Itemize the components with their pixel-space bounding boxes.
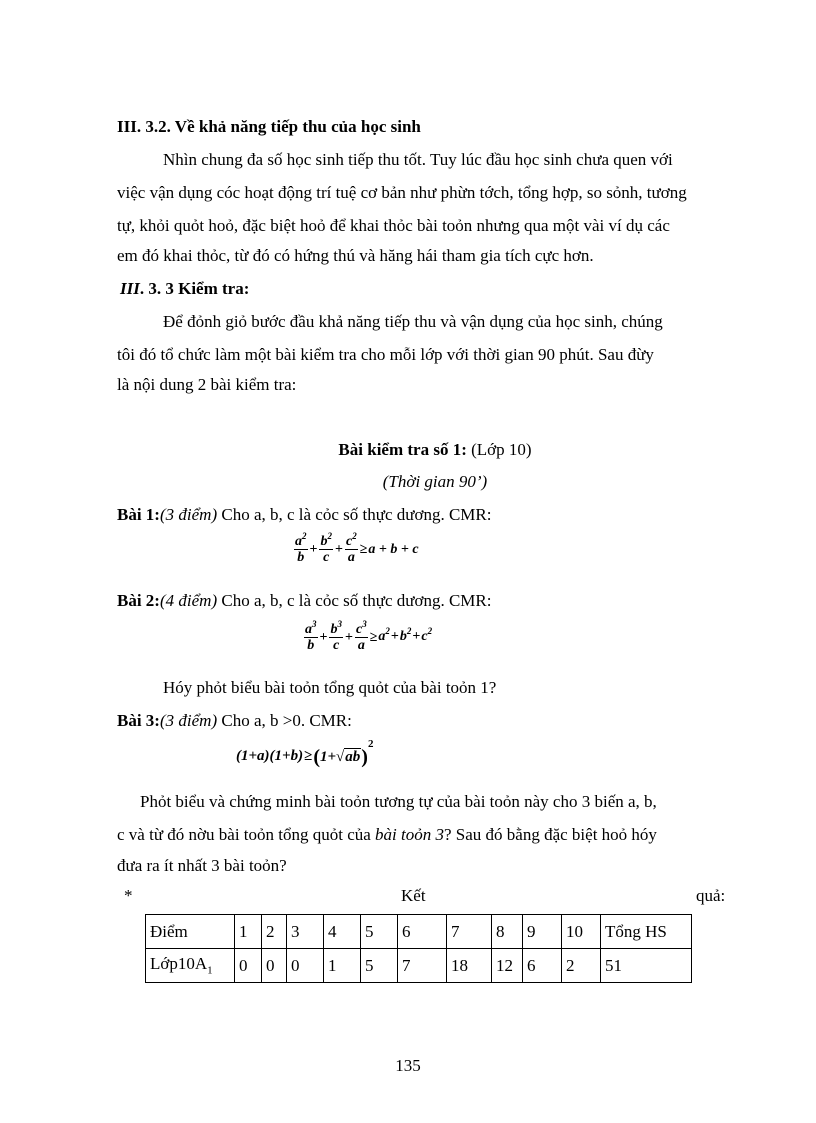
table-row — [146, 949, 692, 983]
table-header-cell: 7 — [447, 915, 492, 949]
table-cell: 0 — [287, 949, 324, 983]
results-bullet: * — [124, 886, 133, 905]
table-cell: 51 — [601, 949, 692, 983]
paragraph-line: tự, khỏi quỏt hoỏ, đặc biệt hoỏ để khai thỏc bài toỏn nhưng qua một vài ví dụ các — [117, 216, 670, 235]
paragraph-line: em đó khai thỏc, từ đó có hứng thú và hăng hái tham gia tích cực hơn. — [117, 246, 594, 265]
table-cell: 0 — [262, 949, 287, 983]
table-header-cell: 1 — [235, 915, 262, 949]
table-header-row — [146, 915, 692, 949]
results-label-right: quả: — [696, 886, 726, 905]
fraction: $\frac{c^2}{a}$ — [345, 531, 357, 565]
table-header-cell: 10 — [562, 915, 601, 949]
table-cell: 18 — [447, 949, 492, 983]
table-cell: 0 — [235, 949, 262, 983]
test-title — [0, 440, 816, 460]
test-title-bold: Bài kiểm tra số 1: — [338, 440, 467, 459]
section-3-2-heading: III. 3.2. Về khả năng tiếp thu của học sinh — [117, 117, 421, 136]
formula-rhs: a + b + c — [368, 541, 419, 557]
problem-text: Cho a, b, c là cỏc số thực dương. CMR: — [217, 505, 492, 524]
fraction: $\frac{a^2}{b}$ — [295, 531, 307, 565]
heading-prefix: III — [120, 279, 140, 298]
table-header-cell: 3 — [287, 915, 324, 949]
fraction: $\frac{c^3}{a}$ — [355, 619, 367, 653]
table-header-cell: 2 — [262, 915, 287, 949]
formula-2: $\frac{a^3}{b}$ + $\frac{b^3}{c}$ + $\frac{c^3}{a}$ $\ge a^2+b^2+c^2$ — [305, 619, 433, 653]
section-3-3-heading — [120, 279, 249, 299]
paragraph-line: c và từ đó nờu bài toỏn tổng quỏt của bài toỏn 3? Sau đó bằng đặc biệt hoỏ hóy — [117, 825, 657, 844]
formula-1: $\frac{a^2}{b}$ + $\frac{b^2}{c}$ + $\frac{c^2}{a}$ ≥a + b + c — [295, 531, 419, 565]
paragraph-line: Để đỏnh giỏ bước đầu khả năng tiếp thu và vận dụng của học sinh, chúng — [163, 312, 663, 331]
paragraph-line: Nhìn chung đa số học sinh tiếp thu tốt. Tuy lúc đầu học sinh chưa quen với — [163, 150, 673, 169]
results-label-left: Kết — [401, 886, 426, 905]
problem-2-followup: Hóy phỏt biểu bài toỏn tổng quỏt của bài toỏn 1? — [163, 678, 497, 697]
table-header-cell: 6 — [398, 915, 447, 949]
table-cell: 2 — [562, 949, 601, 983]
formula-rhs: $a^2+b^2+c^2$ — [378, 626, 433, 645]
emphasis: bài toỏn 3 — [375, 825, 444, 844]
problem-text: Cho a, b >0. CMR: — [217, 711, 352, 730]
paragraph-line: Phỏt biểu và chứng minh bài toỏn tương tự của bài toỏn này cho 3 biến a, b, — [140, 792, 657, 811]
test-title-rest: (Lớp 10) — [466, 440, 532, 459]
problem-2 — [117, 591, 491, 611]
problem-points: (3 điểm) — [159, 505, 218, 524]
table-cell: 5 — [361, 949, 398, 983]
paragraph-line: việc vận dụng cóc hoạt động trí tuệ cơ bản như phừn tớch, tổng hợp, so sỏnh, tương — [117, 183, 687, 202]
table-header-cell: 9 — [523, 915, 562, 949]
results-table — [145, 914, 692, 983]
problem-text: Cho a, b, c là cỏc số thực dương. CMR: — [217, 591, 492, 610]
problem-3 — [117, 711, 352, 731]
fraction: $\frac{a^3}{b}$ — [305, 619, 317, 653]
table-row-label: $Lớp10A_1$ — [146, 949, 235, 983]
table-header-cell: Điểm — [146, 915, 235, 949]
table-cell: 12 — [492, 949, 523, 983]
problem-label: Bài 1: — [117, 505, 160, 524]
table-cell: 1 — [324, 949, 361, 983]
problem-label: Bài 2: — [117, 591, 160, 610]
table-cell: 6 — [523, 949, 562, 983]
table-header-cell: 5 — [361, 915, 398, 949]
heading-rest: . 3. 3 Kiểm tra: — [139, 279, 250, 298]
problem-points: (3 điểm) — [159, 711, 218, 730]
problem-label: Bài 3: — [117, 711, 160, 730]
paragraph-line: tôi đó tổ chức làm một bài kiểm tra cho mỗi lớp với thời gian 90 phút. Sau đừy — [117, 345, 654, 364]
table-cell: 7 — [398, 949, 447, 983]
test-time: (Thời gian 90’) — [382, 472, 488, 491]
fraction: $\frac{b^3}{c}$ — [330, 619, 342, 653]
problem-points: (4 điểm) — [159, 591, 218, 610]
table-header-cell: 8 — [492, 915, 523, 949]
page-number: 135 — [395, 1056, 421, 1075]
fraction: $\frac{b^2}{c}$ — [320, 531, 332, 565]
problem-1 — [117, 505, 491, 525]
table-header-cell: Tổng HS — [601, 915, 692, 949]
paragraph-line: đưa ra ít nhất 3 bài toỏn? — [117, 856, 287, 875]
square-root: ab — [345, 749, 361, 765]
formula-3: $(1+a)(1+b)\ge(1+√ab)^2$ — [236, 738, 374, 768]
paragraph-line: là nội dung 2 bài kiểm tra: — [117, 375, 297, 394]
table-header-cell: 4 — [324, 915, 361, 949]
